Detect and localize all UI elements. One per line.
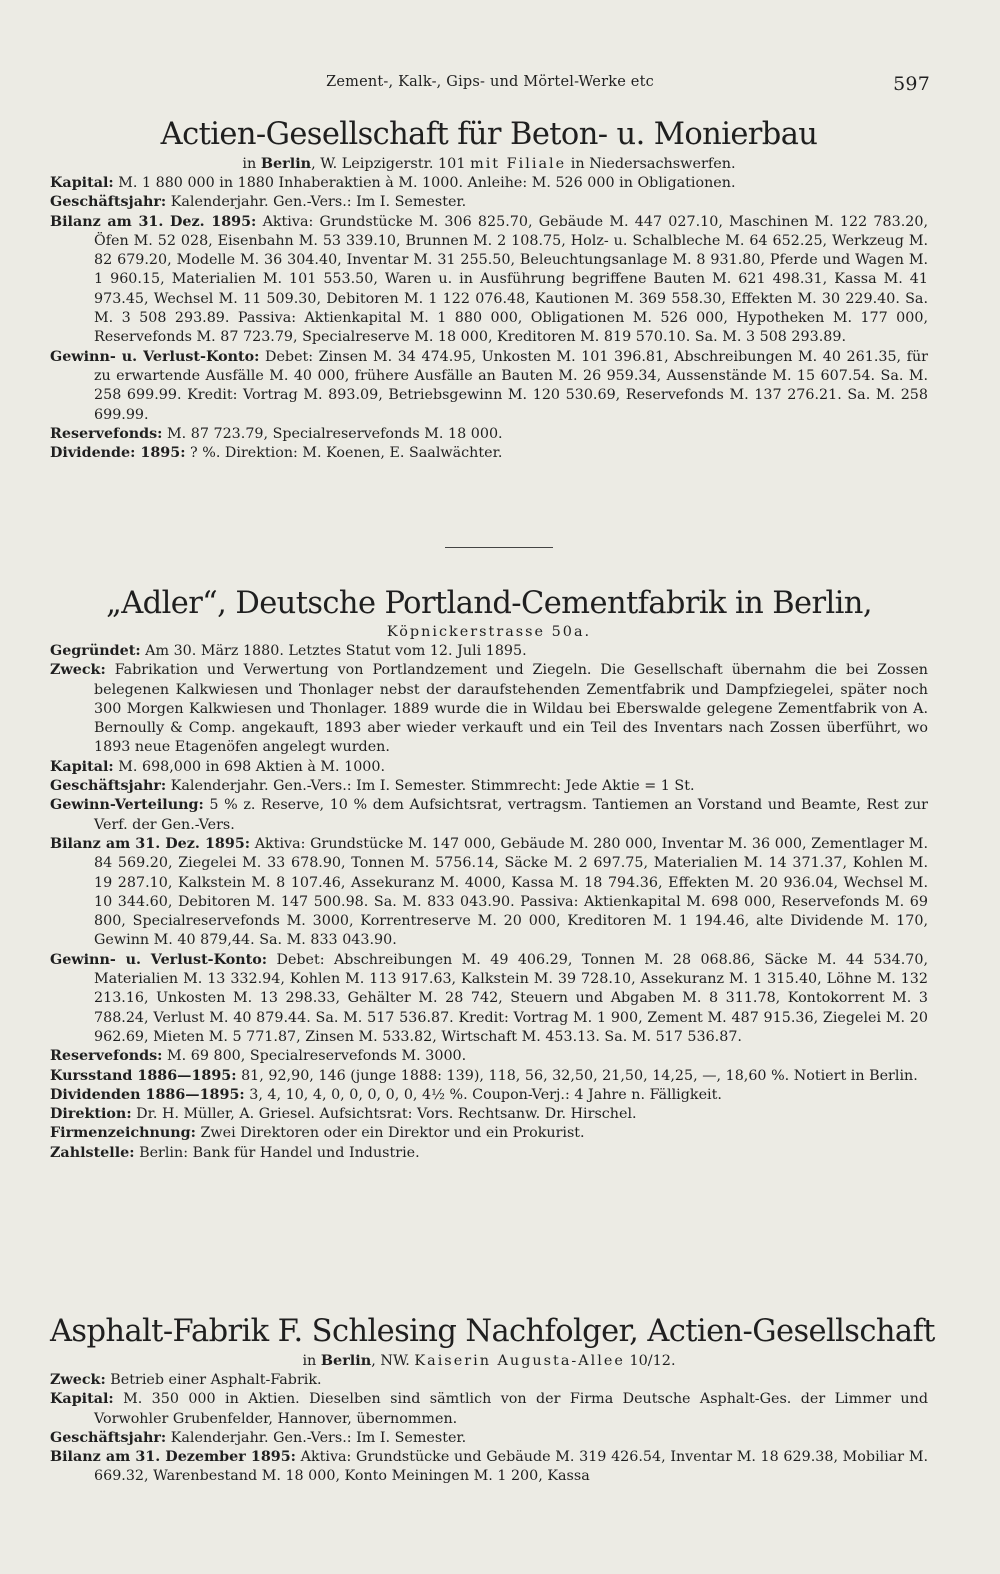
address-part: mit Filiale <box>470 156 567 172</box>
entry-text: ? %. Direktion: M. Koenen, E. Saalwächter. <box>190 445 503 462</box>
entry-paragraph <box>50 796 928 835</box>
entry-text: 3, 4, 10, 4, 0, 0, 0, 0, 0, 4½ %. Coupon-Verj.: 4 Jahre n. Fälligkeit. <box>249 1086 722 1103</box>
entry-text: Dr. H. Müller, A. Griesel. Aufsichtsrat: Vors. Rechtsanw. Dr. Hirschel. <box>136 1106 637 1123</box>
address-part: 10/12. <box>624 1353 676 1369</box>
entry-paragraph <box>50 425 928 444</box>
entry-paragraph <box>50 758 928 777</box>
address-part: in <box>302 1353 321 1369</box>
company-address <box>50 623 928 642</box>
company-section <box>50 1313 935 1487</box>
entry-text: M. 69 800, Specialreservefonds M. 3000. <box>167 1048 467 1065</box>
entry-text: Aktiva: Grundstücke M. 306 825.70, Gebäude M. 447 027.10, Maschinen M. 122 783.20, Öfen M. 52 028, Eisenbahn M. 53 339.10, Brunnen M. 2 108.75, Holz- u. Schalbleche M. 64 652.25, Werkzeug M. 82 679.20, Modelle M. 36 304.40, Inventar M. 31 255.50, Beleuchtungsanlage M. 8 931.80, Pferde und Wagen M. 1 960.15, Materialien M. 101 553.50, Waren u. in Ausführung begriffene Bauten M. 621 498.31, Kassa M. 41 973.45, Wechsel M. 11 509.30, Debitoren M. 1 122 076.48, Kautionen M. 369 558.30, Effekten M. 30 229.40. Sa. M. 3 508 293.89. Passiva: Aktienkapital M. 1 880 000, Obligationen M. 526 000, Hypotheken M. 177 000, Reservefonds M. 87 723.79, Specialreserve M. 18 000, Kreditoren M. 819 570.10. Sa. M. 3 508 293.89. <box>94 213 929 346</box>
entry-paragraph <box>50 1124 928 1143</box>
entry-paragraph <box>50 444 928 463</box>
entry-label: Gewinn-Verteilung: <box>50 797 204 814</box>
company-address <box>50 154 928 174</box>
entry-label: Gewinn- u. Verlust-Konto: <box>50 348 260 365</box>
entry-paragraph <box>50 642 928 661</box>
address-part: Kaiserin Augusta-Allee <box>414 1353 625 1369</box>
entry-text: Aktiva: Grundstücke und Gebäude M. 319 426.54, Inventar M. 18 629.38, Mobiliar M. 669.32, Warenbestand M. 18 000, Konto Meiningen M. 1 200, Kassa <box>94 1449 929 1485</box>
entry-text: M. 698,000 in 698 Aktien à M. 1000. <box>118 758 386 775</box>
entry-label: Bilanz am 31. Dezember 1895: <box>50 1449 296 1466</box>
entry-text: 81, 92,90, 146 (junge 1888: 139), 118, 56, 32,50, 21,50, 14,25, —, 18,60 %. Notiert in Berlin. <box>241 1067 918 1084</box>
entry-text: M. 1 880 000 in 1880 Inhaberaktien à M. 1000. Anleihe: M. 526 000 in Obligationen. <box>118 175 736 191</box>
company-title: Asphalt-Fabrik F. Schlesing Nachfolger, Actien-Gesellschaft <box>50 1314 935 1349</box>
entry-label: Zahlstelle: <box>50 1144 135 1161</box>
address-part: , W. Leipzigerstr. 101 <box>311 156 471 172</box>
entry-label: Reservefonds: <box>50 1048 163 1065</box>
company-section <box>50 585 928 1163</box>
entry-text: Fabrikation und Verwertung von Portlandzement und Ziegeln. Die Gesellschaft übernahm die bei Zossen belegenen Kalkwiesen und Thonlager nebst der daraufstehenden Zementfabrik und Dampfziegelei, später noch 300 Morgen Kalkwiesen und Thonlager. 1889 wurde die in Wildau bei Eberswalde gelegene Zementfabrik von A. Bernoully & Comp. angekauft, 1893 aber wieder verkauft und ein Teil des Inventars nach Zossen überführt, wo 1893 neue Etagenöfen angelegt wurden. <box>94 662 928 756</box>
entry-label: Geschäftsjahr: <box>50 194 167 211</box>
entry-text: Kalenderjahr. Gen.-Vers.: Im I. Semester. <box>170 194 467 211</box>
entry-label: Dividenden 1886—1895: <box>50 1086 245 1103</box>
company-address <box>50 1351 928 1371</box>
entry-paragraph <box>50 1086 928 1105</box>
entry-text: Zwei Direktoren oder ein Direktor und ein Prokurist. <box>200 1125 585 1142</box>
entry-text: Berlin: Bank für Handel und Industrie. <box>139 1144 420 1161</box>
entry-label: Dividende: 1895: <box>50 445 186 462</box>
entry-paragraph <box>50 213 928 348</box>
address-part: Berlin <box>320 1352 372 1369</box>
entry-label: Kursstand 1886—1895: <box>50 1067 237 1084</box>
entry-paragraph <box>50 1390 928 1429</box>
address-part: , NW. <box>371 1353 415 1369</box>
entry-text: Kalenderjahr. Gen.-Vers.: Im I. Semester. Stimmrecht: Jede Aktie = 1 St. <box>170 778 695 795</box>
entry-text: Aktiva: Grundstücke M. 147 000, Gebäude M. 280 000, Inventar M. 36 000, Zementlager M. 84 569.20, Ziegelei M. 33 678.90, Tonnen M. 5756.14, Säcke M. 2 697.75, Materialien M. 14 371.37, Kohlen M. 19 287.10, Kalkstein M. 8 107.46, Assekuranz M. 4000, Kassa M. 18 794.36, Effekten M. 20 936.04, Wechsel M. 10 344.60, Debitoren M. 147 500.98. Sa. M. 833 043.90. Passiva: Aktienkapital M. 698 000, Reservefonds M. 69 800, Specialreservefonds M. 3000, Korrentreserve M. 20 000, Kreditoren M. 1 194.46, alte Dividende M. 170, Gewinn M. 40 879,44. Sa. M. 833 043.90. <box>94 835 928 949</box>
entry-text: 5 % z. Reserve, 10 % dem Aufsichtsrat, vertragsm. Tantiemen an Vorstand und Beamte, Rest zur Verf. der Gen.-Vers. <box>94 797 929 833</box>
entry-label: Gewinn- u. Verlust-Konto: <box>50 951 268 968</box>
entry-paragraph <box>50 835 928 951</box>
entry-label: Direktion: <box>50 1106 132 1123</box>
entry-text: M. 87 723.79, Specialreservefonds M. 18 000. <box>167 425 503 442</box>
entry-paragraph <box>50 174 928 193</box>
entry-label: Bilanz am 31. Dez. 1895: <box>50 213 257 230</box>
entry-paragraph <box>50 661 928 757</box>
entry-text: M. 350 000 in Aktien. Dieselben sind sämtlich von der Firma Deutsche Asphalt-Ges. der Limmer und Vorwohler Grubenfelder, Hannover, übernommen. <box>94 1391 928 1427</box>
entry-text: Debet: Abschreibungen M. 49 406.29, Tonnen M. 28 068.86, Säcke M. 44 534.70, Materialien M. 13 332.94, Kohlen M. 113 917.63, Kalkstein M. 39 728.10, Assekuranz M. 1 315.40, Löhne M. 132 213.16, Unkosten M. 13 298.33, Gehälter M. 28 742, Steuern und Abgaben M. 8 311.78, Kontokorrent M. 3 788.24, Verlust M. 40 879.44. Sa. M. 517 536.87. Kredit: Vortrag M. 1 900, Zement M. 487 915.36, Ziegelei M. 20 962.69, Mieten M. 5 771.87, Zinsen M. 533.82, Wirtschaft M. 453.13. Sa. M. 517 536.87. <box>94 951 929 1045</box>
entry-text: Debet: Zinsen M. 34 474.95, Unkosten M. 101 396.81, Abschreibungen M. 40 261.35, für zu erwartende Ausfälle M. 40 000, frühere Ausfälle an Bauten M. 26 959.34, Aussenstände M. 15 607.54. Sa. M. 258 699.99. Kredit: Vortrag M. 893.09, Betriebsgewinn M. 120 530.69, Reservefonds M. 137 276.21. Sa. M. 258 699.99. <box>94 348 929 423</box>
entry-label: Geschäftsjahr: <box>50 1429 167 1446</box>
address-part: in Niedersachswerfen. <box>566 156 736 172</box>
address-part: Köpnickerstrasse 50a. <box>386 624 592 640</box>
entry-text: Betrieb einer Asphalt-Fabrik. <box>110 1372 322 1388</box>
entry-paragraph <box>50 1105 928 1124</box>
entry-label: Geschäftsjahr: <box>50 778 167 795</box>
entry-paragraph <box>50 1429 928 1448</box>
entry-label: Kapital: <box>50 175 114 191</box>
entry-paragraph <box>50 348 928 425</box>
company-title: Actien-Gesellschaft für Beton- u. Monierbau <box>160 117 818 152</box>
entry-label: Gegründet: <box>50 643 141 659</box>
page-number: 597 <box>893 73 930 95</box>
address-part: in <box>242 156 261 172</box>
entry-paragraph <box>50 1067 928 1086</box>
entry-text: Kalenderjahr. Gen.-Vers.: Im I. Semester. <box>170 1429 467 1446</box>
address-part: Berlin <box>260 155 312 172</box>
running-header <box>50 73 930 95</box>
entry-label: Bilanz am 31. Dez. 1895: <box>50 835 251 852</box>
entry-paragraph <box>50 777 928 796</box>
entry-label: Kapital: <box>50 758 114 775</box>
running-title: Zement-, Kalk-, Gips- und Mörtel-Werke etc <box>326 74 654 90</box>
entry-paragraph <box>50 1047 928 1066</box>
entry-paragraph <box>50 193 928 212</box>
entry-paragraph <box>50 951 928 1047</box>
entry-paragraph <box>50 1448 928 1487</box>
entry-paragraph <box>50 1144 928 1163</box>
entry-label: Firmenzeichnung: <box>50 1125 196 1142</box>
entry-text: Am 30. März 1880. Letztes Statut vom 12. Juli 1895. <box>145 643 527 659</box>
company-title: „Adler“, Deutsche Portland-Cementfabrik in Berlin, <box>106 586 872 621</box>
company-section <box>50 116 928 463</box>
entry-label: Reservefonds: <box>50 425 163 442</box>
entry-label: Zweck: <box>50 662 106 679</box>
entry-label: Kapital: <box>50 1391 114 1408</box>
section-divider <box>445 547 553 548</box>
entry-label: Zweck: <box>50 1372 106 1388</box>
entry-paragraph <box>50 1371 928 1390</box>
